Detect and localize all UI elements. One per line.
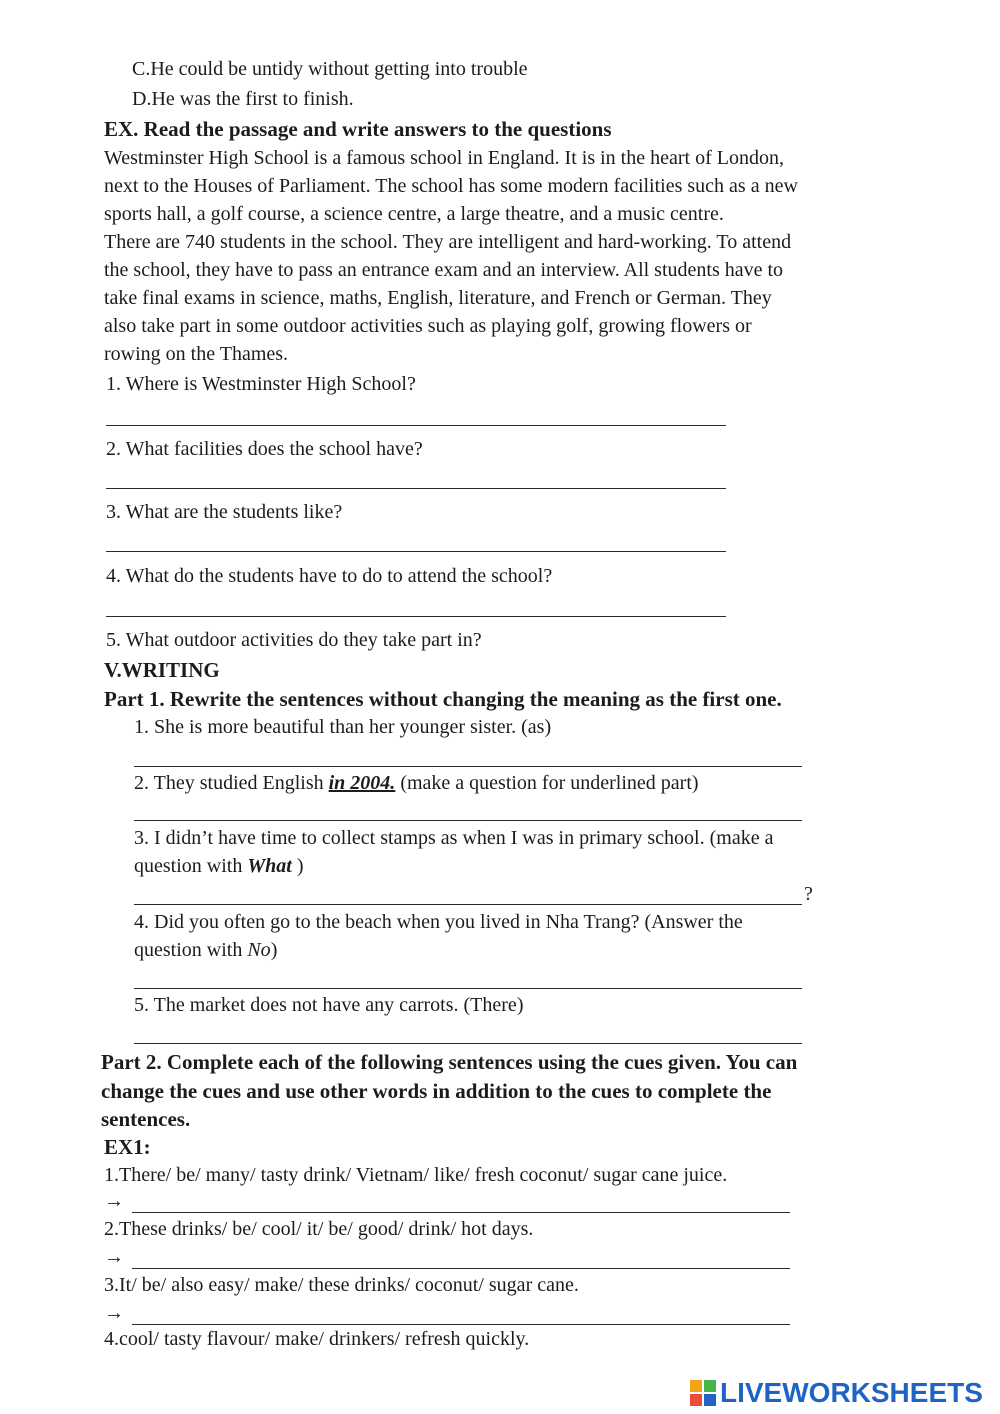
- part1-q3-line1: 3. I didn’t have time to collect stamps as when I was in primary school. (make a: [134, 827, 774, 849]
- q3-keyword: What: [247, 855, 292, 877]
- rewrite-line-2[interactable]: [134, 820, 802, 821]
- part2-heading-line: sentences.: [101, 1107, 191, 1131]
- reading-question-5: 5. What outdoor activities do they take part in?: [106, 629, 482, 651]
- part1-q4-line1: 4. Did you often go to the beach when you lived in Nha Trang? (Answer the: [134, 911, 743, 933]
- rewrite-line-5[interactable]: [134, 1043, 802, 1044]
- q4-keyword: No: [247, 939, 271, 961]
- passage-line: take final exams in science, maths, English, literature, and French or German. They: [104, 287, 772, 309]
- rewrite-line-3[interactable]: [134, 904, 802, 905]
- complete-line-1[interactable]: [132, 1212, 790, 1213]
- q4-text-pre: question with: [134, 939, 248, 961]
- complete-line-3[interactable]: [132, 1324, 790, 1325]
- part1-q2: [134, 770, 699, 796]
- reading-question-2: 2. What facilities does the school have?: [106, 438, 423, 460]
- option-d: D.He was the first to finish.: [132, 88, 354, 110]
- passage-line: Westminster High School is a famous school in England. It is in the heart of London,: [104, 147, 784, 169]
- writing-title: V.WRITING: [104, 658, 220, 682]
- reading-question-3: 3. What are the students like?: [106, 501, 343, 523]
- reading-question-4: 4. What do the students have to do to attend the school?: [106, 565, 553, 587]
- q2-text-post: (make a question for underlined part): [395, 772, 699, 794]
- complete-line-2[interactable]: [132, 1268, 790, 1269]
- liveworksheets-logo-icon: [690, 1380, 716, 1406]
- part1-q3-line2: [134, 853, 303, 879]
- arrow-icon: →: [104, 1190, 124, 1212]
- passage-line: rowing on the Thames.: [104, 343, 289, 365]
- q4-text-post: ): [270, 939, 278, 961]
- rewrite-line-4[interactable]: [134, 988, 802, 989]
- cue-sentence-1: 1.There/ be/ many/ tasty drink/ Vietnam/ like/ fresh coconut/ sugar cane juice.: [104, 1164, 728, 1186]
- option-c: C.He could be untidy without getting into trouble: [132, 58, 528, 80]
- logo-text: LIVEWORKSHEETS: [720, 1377, 983, 1408]
- q2-text-pre: 2. They studied English: [134, 772, 329, 794]
- cue-sentence-4: 4.cool/ tasty flavour/ make/ drinkers/ refresh quickly.: [104, 1328, 530, 1350]
- passage-line: There are 740 students in the school. They are intelligent and hard-working. To attend: [104, 231, 792, 253]
- reading-heading: EX. Read the passage and write answers to the questions: [104, 117, 612, 141]
- cue-sentence-3: 3.It/ be/ also easy/ make/ these drinks/ coconut/ sugar cane.: [104, 1274, 579, 1296]
- part2-heading-line: change the cues and use other words in addition to the cues to complete the: [101, 1079, 772, 1103]
- answer-line-3[interactable]: [106, 551, 726, 552]
- passage-line: next to the Houses of Parliament. The school has some modern facilities such as a new: [104, 175, 798, 197]
- arrow-icon: →: [104, 1302, 124, 1324]
- part1-q4-line2: [134, 937, 277, 963]
- answer-line-4[interactable]: [106, 616, 726, 617]
- reading-question-1: 1. Where is Westminster High School?: [106, 373, 416, 395]
- part1-q1: 1. She is more beautiful than her younger sister. (as): [134, 716, 552, 738]
- logo-square: [690, 1380, 702, 1392]
- arrow-icon: →: [104, 1246, 124, 1268]
- ex1-label: EX1:: [104, 1135, 151, 1159]
- passage-line: the school, they have to pass an entrance exam and an interview. All students have to: [104, 259, 784, 281]
- passage-line: also take part in some outdoor activities such as playing golf, growing flowers or: [104, 315, 752, 337]
- answer-line-2[interactable]: [106, 488, 726, 489]
- part2-heading-line: Part 2. Complete each of the following sentences using the cues given. You can: [101, 1050, 798, 1074]
- q3-text-pre: question with: [134, 855, 248, 877]
- cue-sentence-2: 2.These drinks/ be/ cool/ it/ be/ good/ drink/ hot days.: [104, 1218, 534, 1240]
- q3-text-post: ): [291, 855, 304, 877]
- rewrite-line-1[interactable]: [134, 766, 802, 767]
- part1-heading: Part 1. Rewrite the sentences without changing the meaning as the first one.: [104, 687, 782, 711]
- logo-square: [704, 1394, 716, 1406]
- part1-q5: 5. The market does not have any carrots. (There): [134, 994, 524, 1016]
- liveworksheets-logo: [690, 1376, 990, 1410]
- logo-square: [704, 1380, 716, 1392]
- passage-line: sports hall, a golf course, a science centre, a large theatre, and a music centre.: [104, 203, 724, 225]
- question-mark: ?: [804, 883, 813, 905]
- answer-line-1[interactable]: [106, 425, 726, 426]
- q2-underlined-part: in 2004.: [328, 772, 396, 794]
- logo-square: [690, 1394, 702, 1406]
